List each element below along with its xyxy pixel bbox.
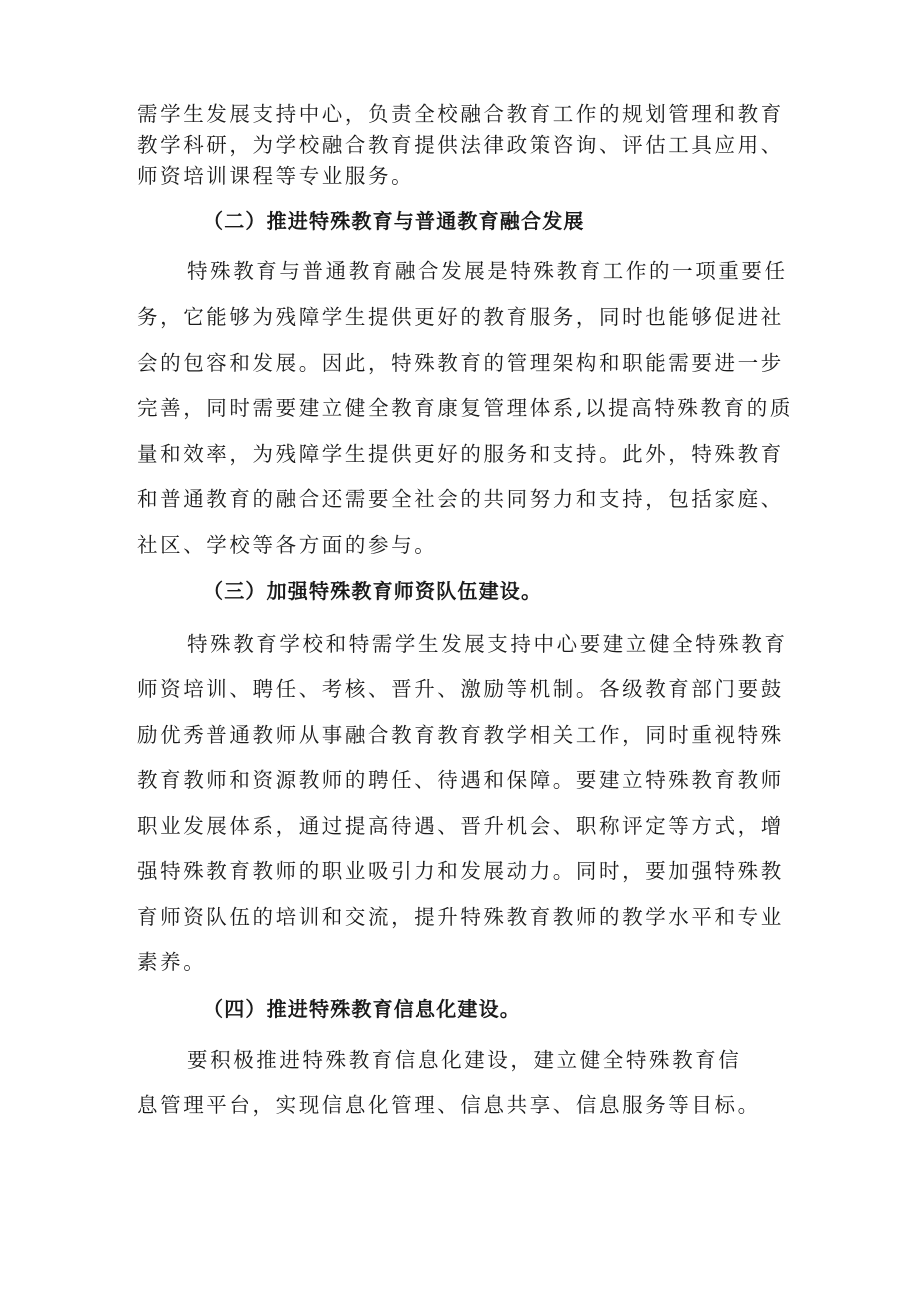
section-3-line-3: 励优秀普通教师从事融合教育教育教学相关工作，同时重视特殊 [137, 723, 784, 747]
section-3-line-4: 教育教师和资源教师的聘任、待遇和保障。要建立特殊教育教师 [137, 768, 784, 792]
section-2-line-1: 特殊教育与普通教育融合发展是特殊教育工作的一项重要任 [187, 259, 788, 283]
section-4-heading: （四）推进特殊教育信息化建设。 [203, 997, 521, 1021]
section-3-line-2: 师资培训、聘任、考核、晋升、激励等机制。各级教育部门要鼓 [137, 677, 784, 701]
section-3-heading: （三）加强特殊教育师资队伍建设。 [203, 579, 543, 603]
section-2-line-4: 完善，同时需要建立健全教育康复管理体系,以提高特殊教育的质 [137, 396, 793, 420]
section-3-line-6: 强特殊教育教师的职业吸引力和发展动力。同时，要加强特殊教 [137, 859, 784, 883]
section-4-line-2: 息管理平台，实现信息化管理、信息共享、信息服务等目标。 [137, 1093, 761, 1117]
section-2-line-3: 会的包容和发展。因此，特殊教育的管理架构和职能需要进一步 [137, 351, 784, 375]
section-2-line-2: 务，它能够为残障学生提供更好的教育服务，同时也能够促进社 [137, 305, 784, 329]
section-3-line-1: 特殊教育学校和特需学生发展支持中心要建立健全特殊教育 [187, 632, 788, 656]
section-2-line-5: 量和效率，为残障学生提供更好的服务和支持。此外，特殊教育 [137, 442, 784, 466]
section-3-line-7: 育师资队伍的培训和交流，提升特殊教育教师的教学水平和专业 [137, 905, 784, 929]
intro-line-1: 需学生发展支持中心，负责全校融合教育工作的规划管理和教育 [137, 102, 784, 126]
section-3-line-5: 职业发展体系，通过提高待遇、晋升机会、职称评定等方式，增 [137, 814, 784, 838]
intro-line-2: 教学科研，为学校融合教育提供法律政策咨询、评估工具应用、 [137, 133, 784, 157]
section-2-heading: （二）推进特殊教育与普通教育融合发展 [203, 209, 585, 233]
section-2-line-6: 和普通教育的融合还需要全社会的共同努力和支持，包括家庭、 [137, 487, 784, 511]
intro-line-3: 师资培训课程等专业服务。 [137, 164, 415, 188]
section-3-line-8: 素养。 [137, 950, 207, 974]
section-2-line-7: 社区、学校等各方面的参与。 [137, 533, 438, 557]
section-4-line-1: 要积极推进特殊教育信息化建设，建立健全特殊教育信 [187, 1048, 742, 1072]
